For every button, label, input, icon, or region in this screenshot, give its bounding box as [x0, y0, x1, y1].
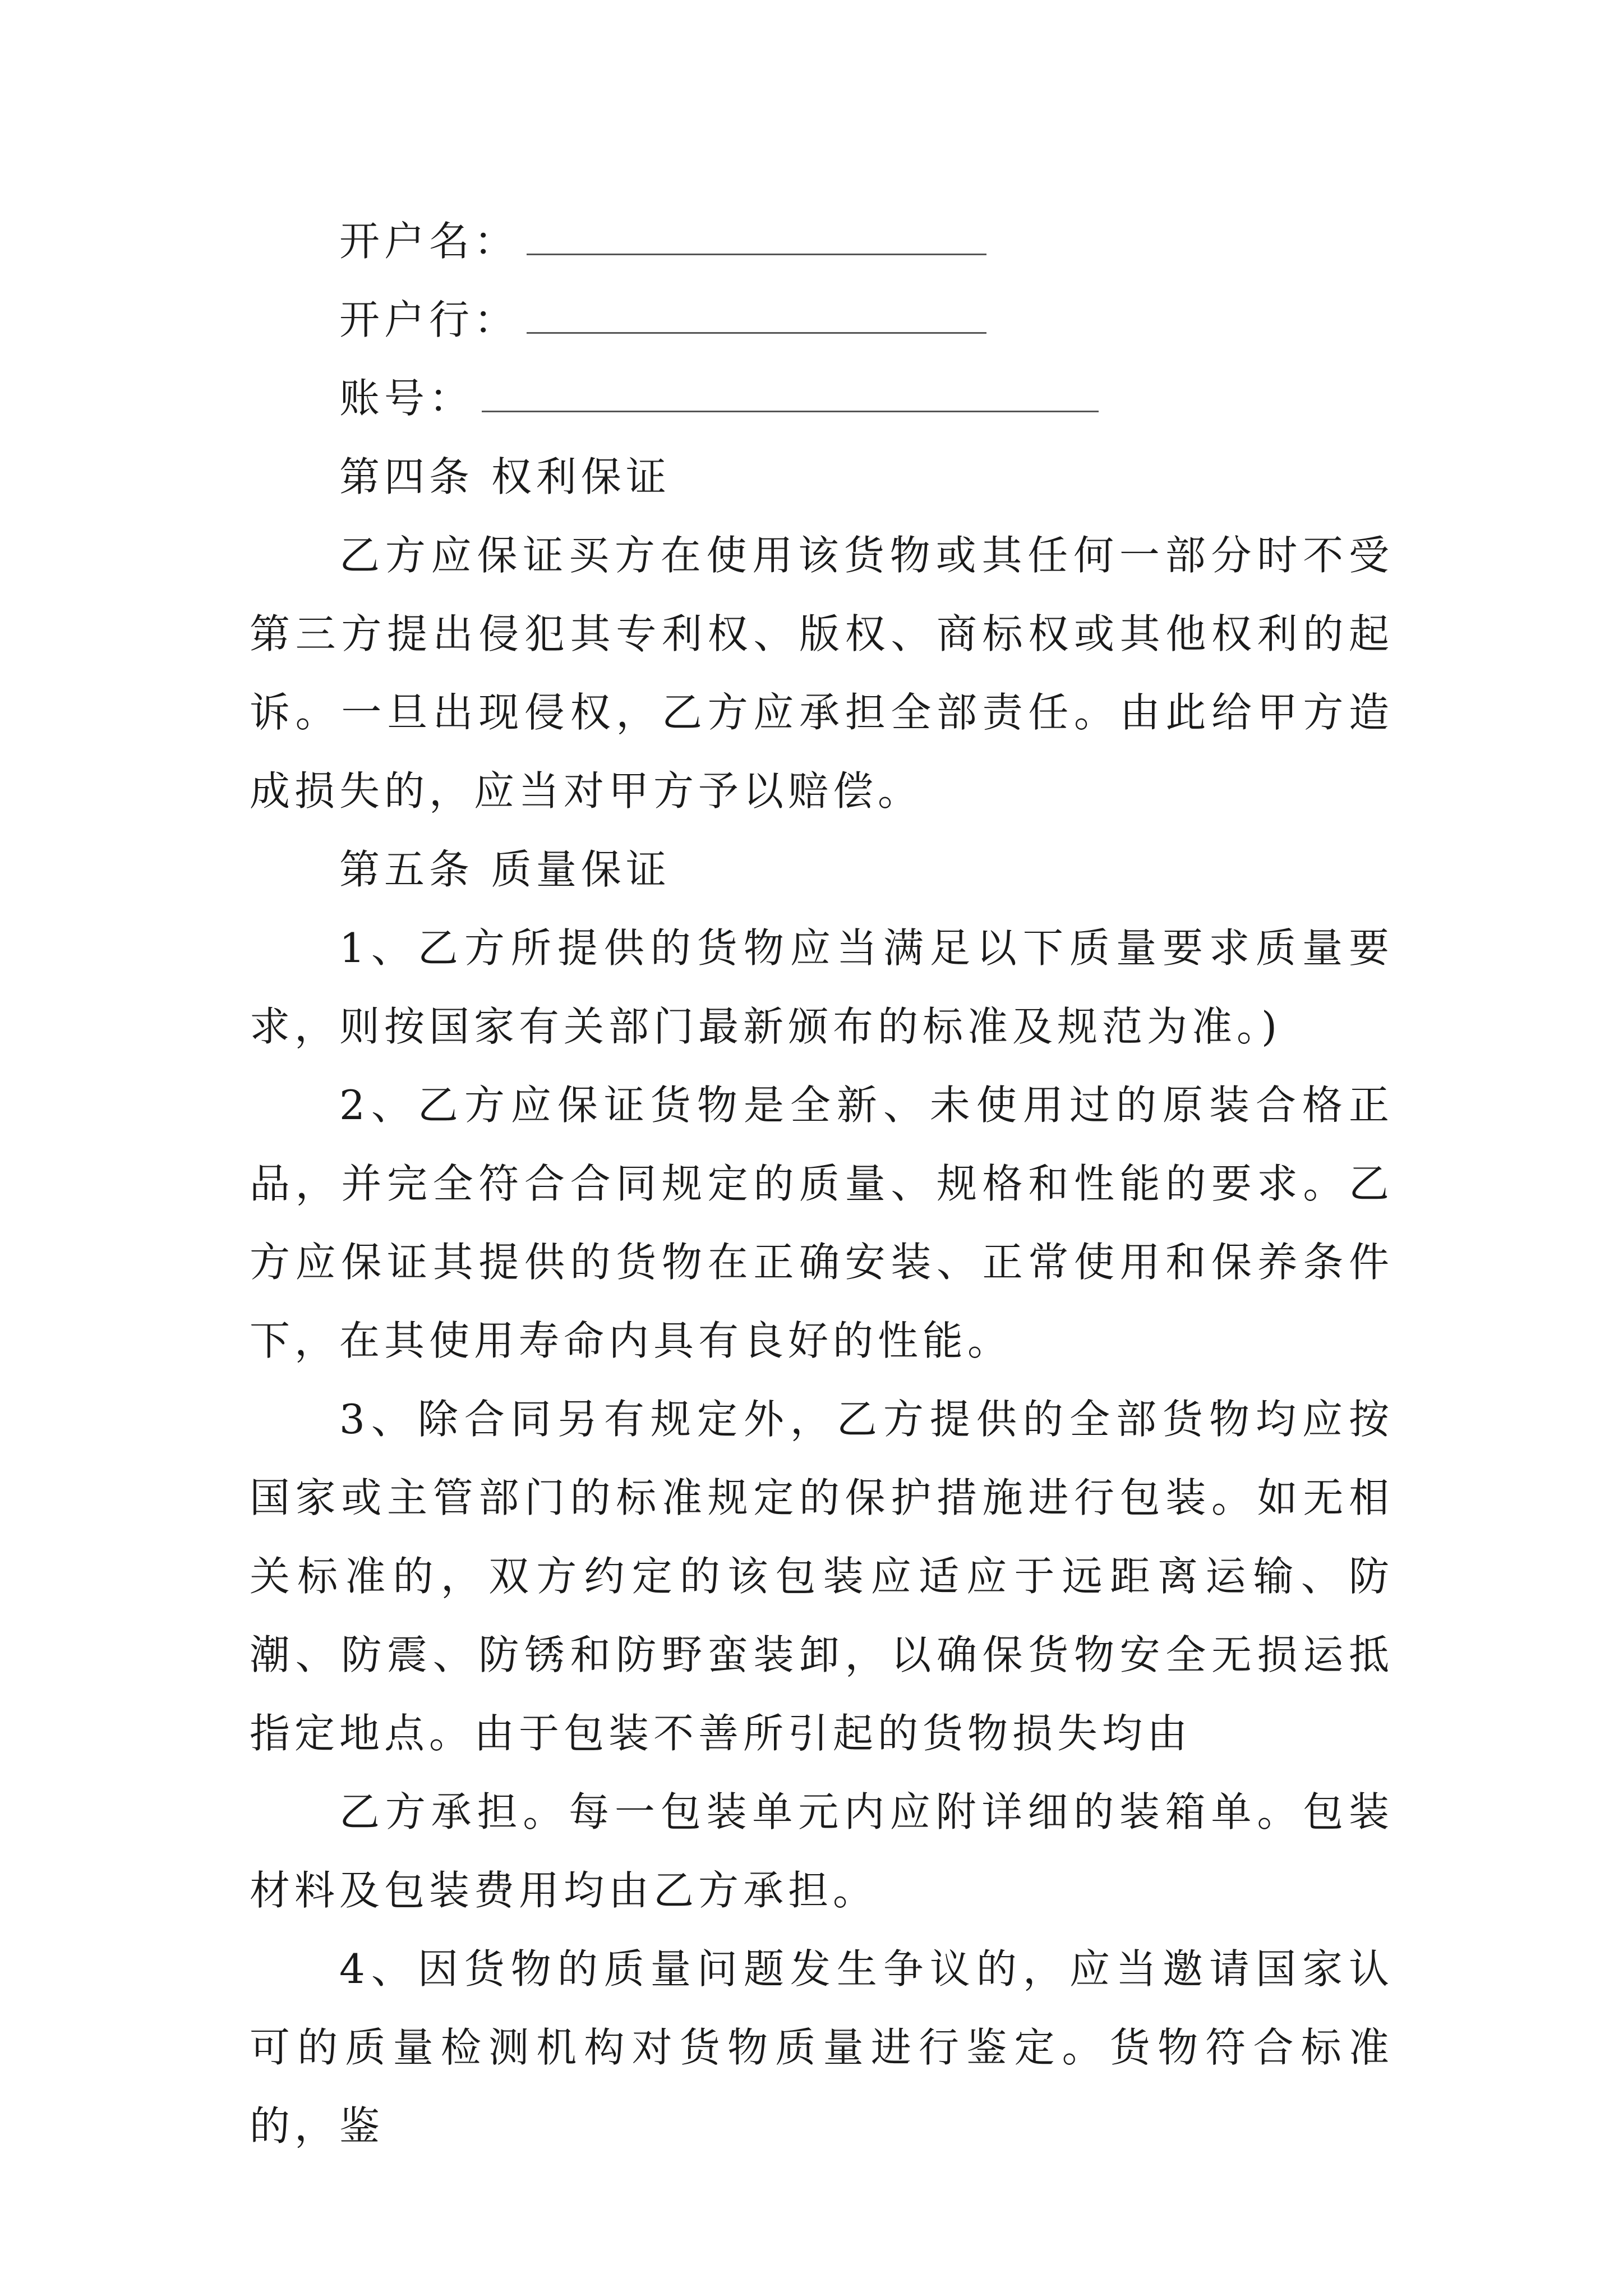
account-name-blank [527, 224, 986, 255]
article5-heading: 第五条 质量保证 [339, 846, 671, 893]
document-page [250, 202, 1394, 2165]
account-name-row [250, 202, 1394, 280]
account-bank-row [250, 280, 1394, 359]
account-number-label: 账号： [339, 375, 474, 422]
account-number-row [250, 359, 1394, 438]
account-number-blank [482, 381, 1099, 412]
article4-body: 乙方应保证买方在使用该货物或其任何一部分时不受第三方提出侵犯其专利权、版权、商标权或其他权利的起诉。一旦出现侵权，乙方应承担全部责任。由此给甲方造成损失的，应当对甲方予以赔偿。 [250, 532, 1394, 815]
article5-item-2: 2、乙方应保证货物是全新、未使用过的原装合格正品，并完全符合合同规定的质量、规格和性能的要求。乙方应保证其提供的货物在正确安装、正常使用和保养条件下，在其使用寿命内具有良好的性能。 [250, 1082, 1394, 1364]
account-name-label: 开户名： [339, 218, 519, 265]
account-bank-label: 开户行： [339, 296, 519, 343]
article5-item-3: 3、除合同另有规定外，乙方提供的全部货物均应按国家或主管部门的标准规定的保护措施进行包装。如无相关标准的，双方约定的该包装应适应于远距离运输、防潮、防震、防锈和防野蛮装卸，以确保货物安全无损运抵指定地点。由于包装不善所引起的货物损失均由 [250, 1396, 1394, 1757]
article4-heading: 第四条 权利保证 [339, 453, 671, 500]
article5-item-4: 4、因货物的质量问题发生争议的，应当邀请国家认可的质量检测机构对货物质量进行鉴定。货物符合标准的，鉴 [250, 1945, 1394, 2150]
article5-item-3-continued: 乙方承担。每一包装单元内应附详细的装箱单。包装材料及包装费用均由乙方承担。 [250, 1788, 1394, 1914]
article5-item-1: 1、乙方所提供的货物应当满足以下质量要求质量要求，则按国家有关部门最新颁布的标准及规范为准。) [250, 924, 1394, 1050]
account-bank-blank [527, 303, 986, 334]
